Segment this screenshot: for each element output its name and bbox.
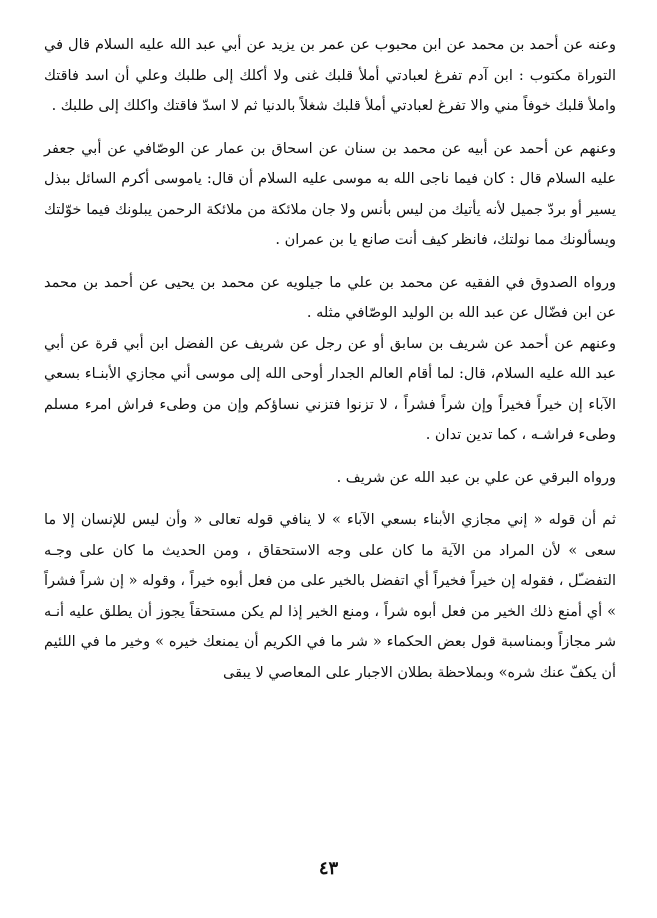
page-number: ٤٣ [318,858,339,879]
paragraph-5: ورواه البرقي عن علي بن عبد الله عن شريف . [336,469,616,486]
paragraph-2: وعنهم عن أحمد عن أبيه عن محمد بن سنان عن اسحاق بن عمار عن الوصّافي عن أبي جعفر عليه السلام قال : كان فيما ناجى الله به موسى عليه السلام أن قال: ياموسى أكرم السائل ببذل يسير أو بردّ جميل لأنه يأتيك من ليس بأنس ولا جان ملائكة من ملائكة الرحمن يبلونك فيما خوّلتك ويسألونك مما نولتك، فانظر كيف أنت صانع يا بن عمران . [44,140,616,248]
paragraph-1: وعنه عن أحمد بن محمد عن ابن محبوب عن عمر بن يزيد عن أبي عبد الله عليه السلام قال في التوراة مكتوب : ابن آدم تفرغ لعبادتي أملأ قلبك غنى ولا أكلك إلى طلبك وعلي أن اسد فاقتك واملأ قلبك خوفاً مني والا تفرغ لعبادتي أملأ قلبك شغلاً بالدنيا ثم لا اسدّ فاقتك واكلك إلى طلبك . [44,37,616,114]
paragraph-4: وعنهم عن أحمد عن شريف بن سابق أو عن رجل عن شريف عن الفضل ابن أبي قرة عن أبي عبد الله عليه السلام، قال: لما أقام العالم الجدار أوحى الله إلى موسى أني مجازي الأبنـاء بسعي الآباء إن خيراً فخيراً وإن شراً فشراً ، لا تزنوا فتزني نساؤكم وإن من وطىء فراش امرء مسلم وطىء فراشـه ، كما تدين تدان . [44,335,616,443]
paragraph-3: ورواه الصدوق في الفقيه عن محمد بن علي ما جيلويه عن محمد بن يحيى عن أحمد بن محمد عن ابن فضّال عن عبد الله بن الوليد الوصّافي مثله . [44,274,616,321]
paragraph-6: ثم أن قوله « إني مجازي الأبناء بسعي الآباء » لا ينافي قوله تعالى « وأن ليس للإنسان إلا ما سعى » لأن المراد من الآية ما كان على وجه الاستحقاق ، ومن الحديث ما كان على وجـه التفضـّل ، فقوله إن خيراً فخيراً أي اتفضل بالخير على من فعل أبوه خيراً ، وقوله « إن شراً فشراً » أي أمنع ذلك الخير من فعل أبوه شراً ، ومنع الخير إذا لم يكن مستحقاً يجوز أن يطلق عليه أنـه شر مجازاً وبمناسبة قول بعض الحكماء « شر ما في الكريم أن يمنعك خيره » وخير ما في اللئيم أن يكفّ عنك شره» وبملاحظة بطلان الاجبار على المعاصي لا يبقى [44,512,616,681]
page-body [44,30,616,688]
